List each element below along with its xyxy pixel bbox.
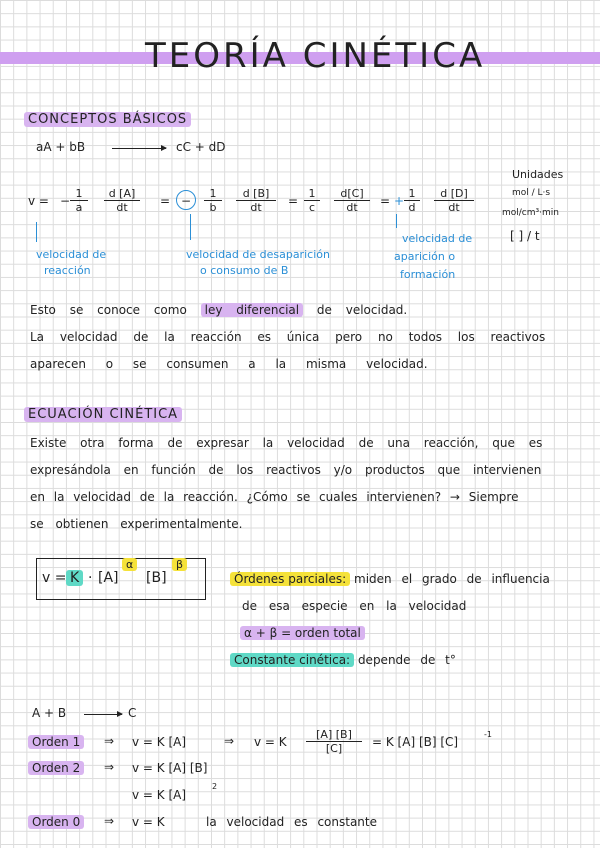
- implies-4: ⇒: [104, 814, 115, 828]
- note-3a: velocidad de: [402, 232, 473, 245]
- orden-0-eq: v = K: [132, 815, 165, 829]
- s3-reaction-right: C: [128, 706, 137, 720]
- rate-law-A: [A]: [98, 570, 119, 586]
- orden-1-label: Orden 1: [28, 735, 84, 749]
- rate-law-B: [B]: [146, 570, 167, 586]
- orden-1-exp: -1: [484, 730, 492, 739]
- implies-1: ⇒: [104, 734, 115, 748]
- note-arrow-1: [36, 222, 37, 242]
- paragraph-2: La velocidad de la reacción es única pero no todos los reactivos: [30, 330, 546, 344]
- note-2a: velocidad de desaparición: [186, 248, 330, 261]
- orden-2-eq1: v = K [A] [B]: [132, 761, 208, 775]
- reaction-right: cC + dD: [176, 140, 226, 154]
- section-heading-ecuacion: ECUACIÓN CINÉTICA: [24, 407, 182, 422]
- frac-1-b: $\frac{1}{b}$: [204, 187, 222, 214]
- orden-2-exp: 2: [212, 782, 218, 791]
- units-3: [ ] / t: [510, 229, 540, 243]
- orden-0-text: la velocidad es constante: [206, 815, 377, 829]
- ordenes-line-2: de esa especie en la velocidad: [242, 599, 467, 613]
- rate-minus: −: [60, 194, 71, 208]
- rate-eq3: =: [380, 194, 391, 208]
- reaction-arrow: [112, 148, 166, 149]
- constante-line: Constante cinética: depende de t°: [230, 653, 456, 667]
- s2-line-2: expresándola en función de los reactivos y/o productos que intervienen: [30, 463, 542, 477]
- units-2: mol/cm³·min: [502, 208, 559, 218]
- note-3c: formación: [400, 268, 456, 281]
- frac-dC-dt: $\frac{d[C]}{dt}$: [334, 187, 370, 214]
- note-1b: reacción: [44, 264, 91, 277]
- orden-0-label: Orden 0: [28, 815, 84, 829]
- rate-eq2: =: [288, 194, 299, 208]
- note-3b: aparición o: [394, 250, 456, 263]
- rate-law-beta: β: [172, 558, 187, 571]
- page-title: TEORÍA CINÉTICA: [145, 36, 486, 76]
- ordenes-label: Órdenes parciales:: [230, 572, 350, 586]
- orden-1-eq2-lhs: v = K: [254, 735, 287, 749]
- s2-line-3: en la velocidad de la reacción. ¿Cómo se cuales intervienen? → Siempre: [30, 490, 519, 504]
- ordenes-line-1: Órdenes parciales: miden el grado de influencia: [230, 572, 550, 586]
- note-arrow-3: [396, 214, 397, 228]
- orden-total: α + β = orden total: [240, 626, 365, 640]
- reaction-left: aA + bB: [36, 140, 86, 154]
- frac-1-a: $\frac{1}{a}$: [70, 187, 88, 214]
- frac-dD-dt: $\frac{d [D]}{dt}$: [434, 187, 474, 214]
- orden-1-eq: v = K [A]: [132, 735, 187, 749]
- note-arrow-2: [190, 214, 191, 240]
- orden-2-label: Orden 2: [28, 761, 84, 775]
- frac-1-c: $\frac{1}{c}$: [304, 187, 320, 214]
- orden-1-frac: $\frac{[A] [B]}{[C]}$: [306, 728, 362, 755]
- rate-plus: +: [394, 194, 405, 208]
- s2-line-4: se obtienen experimentalmente.: [30, 517, 243, 531]
- rate-law-alpha: α: [122, 558, 137, 571]
- rate-minus-2: −: [181, 194, 192, 208]
- frac-dA-dt: $\frac{d [A]}{dt}$: [104, 187, 140, 214]
- constante-label: Constante cinética:: [230, 653, 354, 667]
- orden-2-eq2: v = K [A]: [132, 788, 187, 802]
- s2-line-1: Existe otra forma de expresar la velocidad de una reacción, que es: [30, 436, 543, 450]
- s3-reaction-left: A + B: [32, 706, 67, 720]
- s3-reaction-arrow: [84, 714, 122, 715]
- section-heading-conceptos: CONCEPTOS BÁSICOS: [24, 112, 191, 127]
- implies-2: ⇒: [224, 734, 235, 748]
- frac-1-d: $\frac{1}{d}$: [404, 187, 420, 214]
- implies-3: ⇒: [104, 760, 115, 774]
- frac-dB-dt: $\frac{d [B]}{dt}$: [236, 187, 276, 214]
- paragraph-3: aparecen o se consumen a la misma velocidad.: [30, 357, 428, 371]
- ley-diferencial-highlight: ley diferencial: [201, 303, 303, 317]
- rate-eq1: =: [160, 194, 171, 208]
- rate-law-k: K: [66, 570, 83, 586]
- units-title: Unidades: [512, 168, 564, 181]
- note-2b: o consumo de B: [200, 264, 289, 277]
- rate-v: v =: [28, 194, 49, 208]
- paragraph-1: Esto se conoce como ley diferencial de velocidad.: [30, 303, 408, 317]
- units-1: mol / L·s: [512, 188, 551, 198]
- note-1a: velocidad de: [36, 248, 107, 261]
- orden-1-eq2-rhs: = K [A] [B] [C]: [372, 735, 459, 749]
- rate-law-dot: ·: [88, 570, 93, 586]
- rate-law-v: v =: [42, 570, 67, 586]
